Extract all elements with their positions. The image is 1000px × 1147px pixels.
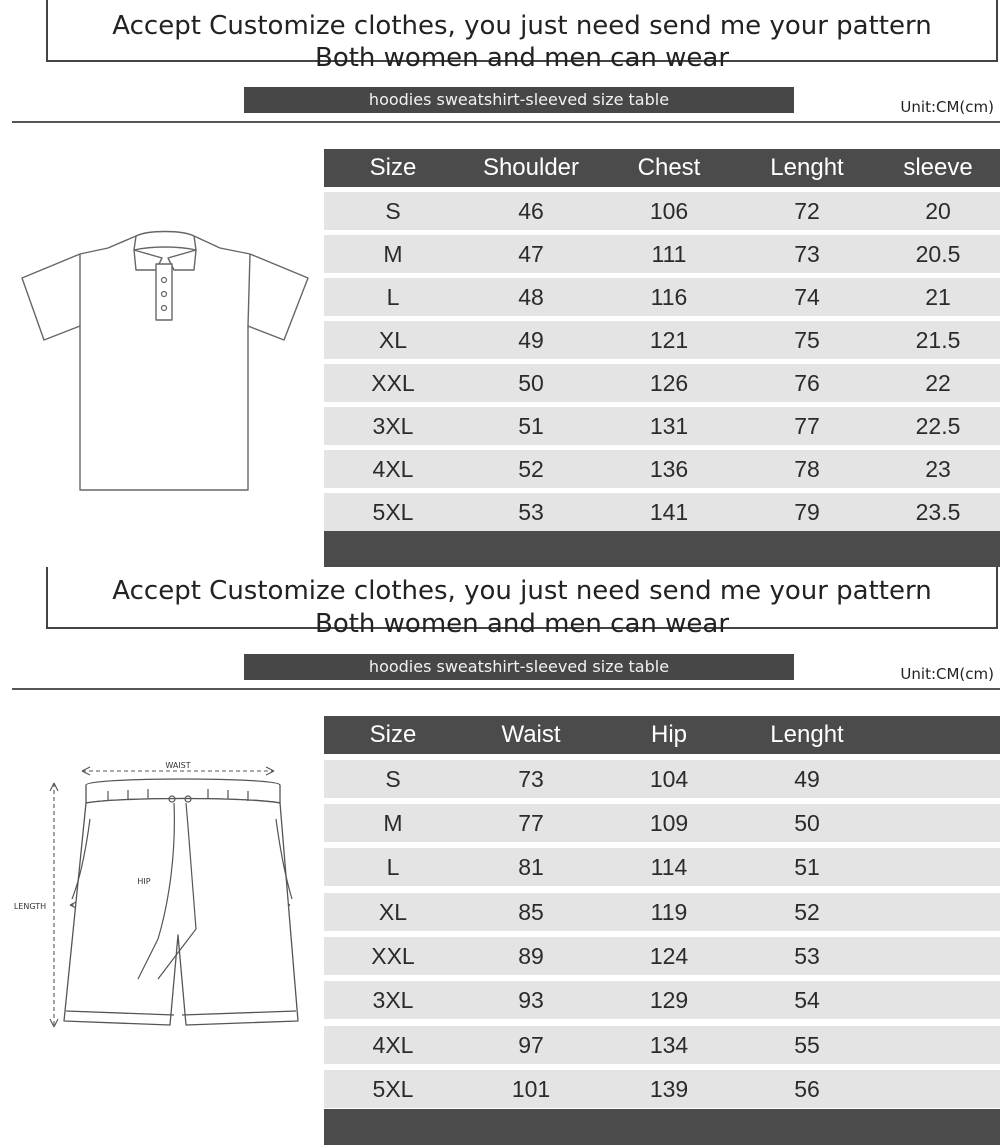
banner-line-2: Both women and men can wear — [314, 609, 730, 639]
header-cell: Shoulder — [482, 154, 580, 181]
table-cell: XL — [378, 327, 408, 353]
table-cell — [876, 893, 1000, 931]
table-cell: 104 — [649, 766, 689, 792]
table-cell: 21.5 — [915, 327, 961, 353]
table-cell: 48 — [518, 284, 544, 310]
table-cell: 4XL — [372, 456, 414, 482]
length-label: LENGTH — [13, 902, 47, 911]
table-cell: 54 — [794, 987, 820, 1013]
table-row — [324, 981, 1000, 1019]
table-cell — [876, 981, 1000, 1019]
table-row — [324, 192, 1000, 230]
table-cell: 49 — [518, 327, 544, 353]
table-row — [324, 1070, 1000, 1108]
unit-label: Unit:CM(cm) — [900, 665, 994, 683]
table-cell: M — [383, 810, 403, 836]
header-cell: Chest — [637, 154, 701, 181]
table-cell: 22.5 — [915, 413, 961, 439]
table-cell: 139 — [649, 1076, 689, 1102]
header-cell: Size — [369, 721, 417, 748]
table-footer-bar — [324, 531, 1000, 567]
header-cell: Size — [369, 154, 417, 181]
table-cell: 85 — [518, 899, 544, 925]
shirt-size-table — [324, 149, 1000, 567]
table-cell: 77 — [794, 413, 820, 439]
table-cell: M — [383, 241, 403, 267]
table-cell — [876, 1070, 1000, 1108]
table-cell: 131 — [649, 413, 689, 439]
table-cell: 53 — [794, 943, 820, 969]
table-cell: 55 — [794, 1032, 820, 1058]
table-cell: 52 — [794, 899, 820, 925]
table-cell: 52 — [518, 456, 544, 482]
table-cell: 93 — [518, 987, 544, 1013]
table-cell: 51 — [518, 413, 544, 439]
table-row — [324, 804, 1000, 842]
table-cell: 23.5 — [915, 499, 961, 525]
table-cell: 22 — [925, 370, 951, 396]
table-cell: 47 — [518, 241, 544, 267]
table-row — [324, 893, 1000, 931]
table-cell: L — [386, 854, 400, 880]
table-row — [324, 278, 1000, 316]
table-cell: 97 — [518, 1032, 544, 1058]
table-cell — [876, 804, 1000, 842]
table-cell: 21 — [925, 284, 951, 310]
table-row — [324, 760, 1000, 798]
table-cell: 136 — [649, 456, 689, 482]
table-cell: XXL — [371, 370, 415, 396]
banner — [46, 567, 998, 639]
table-cell: 114 — [650, 854, 688, 880]
table-cell — [876, 1026, 1000, 1064]
table-cell: 111 — [651, 241, 687, 267]
table-cell: 5XL — [372, 499, 414, 525]
table-cell: 109 — [649, 810, 689, 836]
table-cell: 72 — [794, 198, 820, 224]
table-row — [324, 407, 1000, 445]
header-cell: Lenght — [770, 721, 844, 748]
table-cell — [876, 760, 1000, 798]
table-cell: 141 — [649, 499, 689, 525]
table-cell: 20 — [925, 198, 951, 224]
table-cell: 49 — [794, 766, 820, 792]
table-cell: 3XL — [372, 413, 414, 439]
table-row — [324, 321, 1000, 359]
shorts-icon — [8, 759, 308, 1035]
shorts-size-table — [324, 716, 1000, 1147]
table-cell: 3XL — [372, 987, 414, 1013]
hip-label: HIP — [137, 877, 151, 886]
table-row — [324, 848, 1000, 886]
table-cell: 119 — [650, 899, 688, 925]
table-cell: 74 — [794, 284, 820, 310]
table-cell: S — [385, 766, 401, 792]
table-cell: 134 — [649, 1032, 689, 1058]
table-header — [324, 716, 1000, 754]
table-cell: 81 — [518, 854, 544, 880]
banner — [46, 0, 998, 73]
table-footer-bar — [324, 1109, 1000, 1145]
table-cell: 126 — [649, 370, 689, 396]
table-cell: 101 — [511, 1076, 551, 1102]
table-cell: 50 — [518, 370, 544, 396]
table-cell: 75 — [794, 327, 820, 353]
table-cell: 106 — [649, 198, 689, 224]
divider — [12, 121, 1000, 123]
table-cell: XL — [378, 899, 408, 925]
shirt-size-section — [0, 0, 1000, 568]
unit-label: Unit:CM(cm) — [900, 98, 994, 116]
header-cell: Waist — [501, 721, 561, 748]
table-cell: 51 — [794, 854, 820, 880]
waist-label: WAIST — [165, 761, 191, 770]
table-cell: 5XL — [372, 1076, 414, 1102]
table-cell: 73 — [518, 766, 544, 792]
table-cell: 116 — [650, 284, 688, 310]
table-row — [324, 364, 1000, 402]
header-cell — [876, 716, 1000, 754]
table-cell: 46 — [518, 198, 544, 224]
size-table-title: hoodies sweatshirt-sleeved size table — [244, 654, 794, 680]
table-cell: 129 — [649, 987, 689, 1013]
table-cell: L — [386, 284, 400, 310]
header-cell: Lenght — [770, 154, 844, 181]
table-row — [324, 235, 1000, 273]
header-cell: Hip — [650, 721, 687, 748]
table-cell: 121 — [649, 327, 689, 353]
banner-line-1: Accept Customize clothes, you just need send me your pattern — [112, 11, 932, 41]
table-cell: 50 — [794, 810, 820, 836]
table-cell: 76 — [794, 370, 820, 396]
table-row — [324, 450, 1000, 488]
table-cell: 78 — [794, 456, 820, 482]
table-cell: 53 — [518, 499, 544, 525]
banner-line-2: Both women and men can wear — [314, 43, 730, 73]
divider — [12, 688, 1000, 690]
table-cell: 79 — [794, 499, 820, 525]
table-cell: 4XL — [372, 1032, 414, 1058]
table-cell: 56 — [794, 1076, 820, 1102]
table-row — [324, 1026, 1000, 1064]
polo-shirt-icon — [18, 222, 314, 494]
header-cell: sleeve — [903, 154, 973, 181]
table-cell: 20.5 — [915, 241, 961, 267]
table-row — [324, 937, 1000, 975]
table-row — [324, 493, 1000, 531]
banner-line-1: Accept Customize clothes, you just need send me your pattern — [112, 576, 932, 606]
shorts-size-section — [0, 567, 1000, 1147]
table-cell: 89 — [518, 943, 544, 969]
table-cell: 77 — [518, 810, 544, 836]
size-table-title: hoodies sweatshirt-sleeved size table — [244, 87, 794, 113]
table-cell — [876, 937, 1000, 975]
table-cell: 124 — [649, 943, 689, 969]
table-cell — [876, 848, 1000, 886]
table-cell: 23 — [925, 456, 951, 482]
table-header — [324, 149, 1000, 187]
table-cell: S — [385, 198, 401, 224]
table-cell: 73 — [794, 241, 820, 267]
table-cell: XXL — [371, 943, 415, 969]
